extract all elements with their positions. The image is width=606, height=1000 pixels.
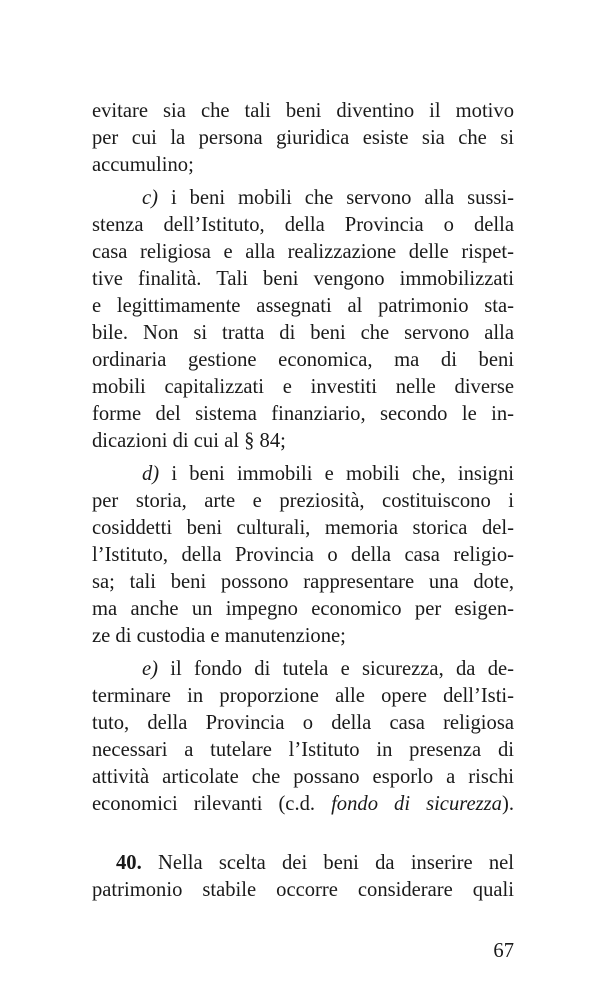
text-line: l’Istituto, della Provincia o della casa religio- bbox=[92, 544, 514, 566]
page-number: 67 bbox=[493, 940, 514, 962]
list-marker: e) bbox=[142, 658, 158, 680]
text-line: per cui la persona giuridica esiste sia che si bbox=[92, 127, 514, 149]
italic-term: fondo di sicurezza bbox=[331, 793, 502, 815]
list-marker: d) bbox=[142, 463, 160, 485]
paragraph-intro bbox=[92, 98, 514, 179]
section-40 bbox=[92, 850, 514, 904]
text-line: sa; tali beni possono rappresentare una dote, bbox=[92, 571, 514, 593]
text-fragment: i beni immobili e mobili che, insigni bbox=[171, 463, 514, 485]
text-line: ordinaria gestione economica, ma di beni bbox=[92, 349, 514, 371]
page-body bbox=[92, 0, 514, 965]
text-line: ze di custodia e manutenzione; bbox=[92, 625, 346, 647]
text-fragment: il fondo di tutela e sicurezza, da de- bbox=[170, 658, 514, 680]
list-item-d bbox=[92, 461, 514, 650]
text-fragment: Nella scelta dei beni da inserire nel bbox=[158, 852, 514, 874]
text-line: evitare sia che tali beni diventino il motivo bbox=[92, 100, 514, 122]
text-fragment: ). bbox=[501, 793, 514, 815]
text-line: accumulino; bbox=[92, 154, 194, 176]
text-line bbox=[92, 185, 514, 212]
text-line bbox=[92, 791, 514, 818]
text-line bbox=[92, 850, 514, 877]
text-line: per storia, arte e preziosità, costituiscono i bbox=[92, 490, 514, 512]
text-line bbox=[92, 656, 514, 683]
text-line: attività articolate che possano esporlo a rischi bbox=[92, 766, 514, 788]
text-line: terminare in proporzione alle opere dell’Isti- bbox=[92, 685, 514, 707]
list-marker: c) bbox=[142, 187, 158, 209]
text-line: e legittimamente assegnati al patrimonio sta- bbox=[92, 295, 514, 317]
text-fragment: i beni mobili che servono alla sussi- bbox=[170, 187, 514, 209]
section-number: 40. bbox=[116, 852, 142, 874]
section-gap bbox=[92, 824, 514, 850]
list-item-e bbox=[92, 656, 514, 818]
text-line: cosiddetti beni culturali, memoria storica del- bbox=[92, 517, 514, 539]
text-line: stenza dell’Istituto, della Provincia o della bbox=[92, 214, 514, 236]
list-item-c bbox=[92, 185, 514, 455]
text-line: patrimonio stabile occorre considerare quali bbox=[92, 879, 514, 901]
text-line: tuto, della Provincia o della casa religiosa bbox=[92, 712, 514, 734]
text-line: bile. Non si tratta di beni che servono alla bbox=[92, 322, 514, 344]
text-line: forme del sistema finanziario, secondo le in- bbox=[92, 403, 514, 425]
text-line: tive finalità. Tali beni vengono immobilizzati bbox=[92, 268, 514, 290]
text-fragment: economici rilevanti (c.d. bbox=[92, 793, 316, 815]
text-line: ma anche un impegno economico per esigen- bbox=[92, 598, 514, 620]
text-line: necessari a tutelare l’Istituto in presenza di bbox=[92, 739, 514, 761]
text-line bbox=[92, 461, 514, 488]
text-line: dicazioni di cui al § 84; bbox=[92, 430, 286, 452]
text-line: casa religiosa e alla realizzazione delle rispet- bbox=[92, 241, 514, 263]
text-line: mobili capitalizzati e investiti nelle diverse bbox=[92, 376, 514, 398]
